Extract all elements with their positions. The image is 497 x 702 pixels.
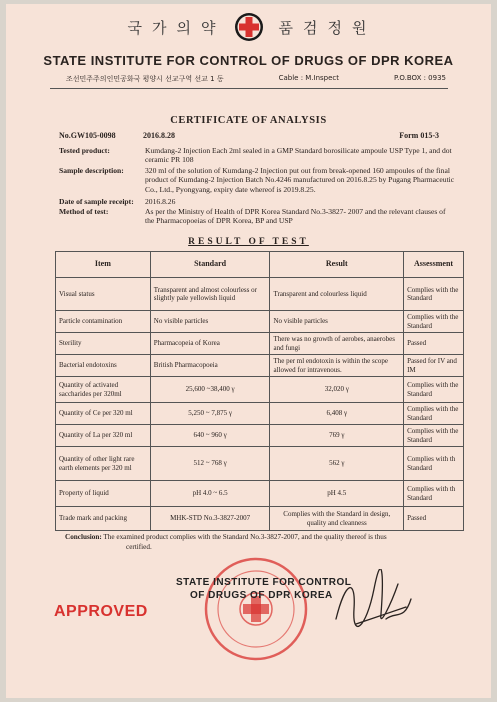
row-result: 32,020 γ	[270, 377, 404, 403]
row-standard: 25,600 ~38,400 γ	[150, 377, 270, 403]
stamp-line-1: STATE INSTITUTE FOR CONTROL	[176, 577, 352, 588]
row-result: Transparent and colourless liquid	[270, 278, 404, 311]
field-label: Date of sample receipt:	[59, 197, 134, 206]
field-value: 2016.8.26	[145, 197, 176, 206]
po-box: P.O.BOX : 0935	[394, 74, 446, 82]
header-standard: Standard	[150, 252, 270, 278]
row-result: There was no growth of aerobes, anaerobes and fungi	[270, 333, 404, 355]
table-header-row	[56, 252, 464, 278]
row-item: Quantity of other light rare earth elements per 320 ml	[56, 447, 151, 481]
row-result: 769 γ	[270, 425, 404, 447]
row-result: No visible particles	[270, 311, 404, 333]
result-title: RESULT OF TEST	[188, 237, 309, 247]
korean-char: 원	[352, 18, 370, 37]
row-item: Quantity of La per 320 ml	[56, 425, 151, 447]
row-result: 6,408 γ	[270, 403, 404, 425]
header-divider	[50, 88, 448, 89]
row-item: Sterility	[56, 333, 151, 355]
field-label: Sample description:	[59, 166, 124, 175]
official-stamp-icon	[201, 554, 311, 664]
row-item: Quantity of activated saccharides per 320ml	[56, 377, 151, 403]
cable-address: Cable : M.Inspect	[278, 74, 340, 82]
approved-stamp: APPROVED	[54, 603, 148, 620]
table-row	[56, 278, 464, 311]
table-row	[56, 481, 464, 507]
row-item: Property of liquid	[56, 481, 151, 507]
korean-char: 정	[327, 18, 345, 37]
row-standard: Transparent and almost colourless or slightly pale yellowish liquid	[150, 278, 270, 311]
field-label: Method of test:	[59, 207, 109, 216]
table-row	[56, 507, 464, 531]
table-row	[56, 425, 464, 447]
stamp-line-2: OF DRUGS OF DPR KOREA	[190, 590, 333, 601]
row-assessment: Passed for IV and IM	[404, 355, 464, 377]
row-item: Bacterial endotoxins	[56, 355, 151, 377]
row-standard: 5,250 ~ 7,875 γ	[150, 403, 270, 425]
korean-institute-title	[6, 12, 491, 42]
certificate-page	[6, 4, 491, 698]
row-standard: pH 4.0 ~ 6.5	[150, 481, 270, 507]
table-row	[56, 355, 464, 377]
certificate-date: 2016.8.28	[143, 131, 175, 140]
header-assessment: Assessment	[404, 252, 464, 278]
korean-char: 가	[152, 18, 170, 37]
field-value: 320 ml of the solution of Kumdang-2 Injection put out from break-opened 160 ampoules of the final product of Kumdang-2 Injection Batch No.4246 manufactured on 2016.8.25 by Pugang Pharmaceutic Co., Ltd., Pyongyang, expiry date whereof is 2019.8.25.	[145, 166, 455, 194]
field-value: As per the Ministry of Health of DPR Korea Standard No.3-3827- 2007 and the relevant clauses of the Pharmacopoeias of DPR Korea, BP and USP	[145, 207, 446, 226]
row-item: Quantity of Ce per 320 ml	[56, 403, 151, 425]
conclusion	[65, 533, 465, 552]
row-assessment: Complies with th Standard	[404, 447, 464, 481]
row-assessment: Complies with the Standard	[404, 377, 464, 403]
table-row	[56, 311, 464, 333]
address-line	[66, 74, 446, 84]
row-standard: British Pharmacopoeia	[150, 355, 270, 377]
korean-char: 약	[201, 18, 219, 37]
row-assessment: Complies with th Standard	[404, 481, 464, 507]
institute-title: STATE INSTITUTE FOR CONTROL OF DRUGS OF DPR KOREA	[43, 53, 454, 68]
row-result: The per ml endotoxin is within the scope allowed for intravenous.	[270, 355, 404, 377]
address-korean: 조선민주주의인민공화국 평양시 선교구역 선교 1 동	[66, 75, 224, 83]
handwritten-signature-icon	[326, 569, 416, 639]
row-standard: No visible particles	[150, 311, 270, 333]
row-assessment: Passed	[404, 507, 464, 531]
field-label: Tested product:	[59, 146, 110, 155]
red-cross-emblem-icon	[234, 12, 264, 42]
row-assessment: Complies with the Standard	[404, 425, 464, 447]
table-row	[56, 403, 464, 425]
header-item: Item	[56, 252, 151, 278]
row-result: pH 4.5	[270, 481, 404, 507]
korean-char: 의	[176, 18, 194, 37]
certificate-number: No.GW105-0098	[59, 131, 116, 140]
conclusion-text-line2: certified.	[126, 542, 152, 551]
row-standard: 512 ~ 768 γ	[150, 447, 270, 481]
korean-char: 품	[278, 18, 296, 37]
row-item: Trade mark and packing	[56, 507, 151, 531]
table-row	[56, 447, 464, 481]
certificate-title: CERTIFICATE OF ANALYSIS	[170, 115, 327, 126]
row-standard: 640 ~ 960 γ	[150, 425, 270, 447]
row-result: 562 γ	[270, 447, 404, 481]
row-item: Visual status	[56, 278, 151, 311]
conclusion-label: Conclusion:	[65, 533, 102, 541]
korean-char: 국	[127, 18, 145, 37]
row-assessment: Passed	[404, 333, 464, 355]
result-table	[55, 251, 464, 531]
row-standard: MHK-STD No.3-3827-2007	[150, 507, 270, 531]
row-assessment: Complies with the Standard	[404, 403, 464, 425]
certificate-number-row	[59, 131, 439, 140]
row-item: Particle contamination	[56, 311, 151, 333]
header-result: Result	[270, 252, 404, 278]
row-assessment: Complies with the Standard	[404, 311, 464, 333]
table-row	[56, 377, 464, 403]
korean-char: 검	[303, 18, 321, 37]
row-assessment: Complies with the Standard	[404, 278, 464, 311]
form-number: Form 015-3	[399, 131, 439, 140]
table-row	[56, 333, 464, 355]
row-standard: Pharmacopeia of Korea	[150, 333, 270, 355]
field-value: Kumdang-2 Injection Each 2ml sealed in a GMP Standard borosilicate ampoule USP Type 1, and dot ceramic PR 108	[145, 146, 452, 165]
conclusion-text: The examined product complies with the Standard No.3-3827-2007, and the quality thereof is thus	[103, 533, 387, 541]
row-result: Complies with the Standard in design, quality and cleanness	[270, 507, 404, 531]
